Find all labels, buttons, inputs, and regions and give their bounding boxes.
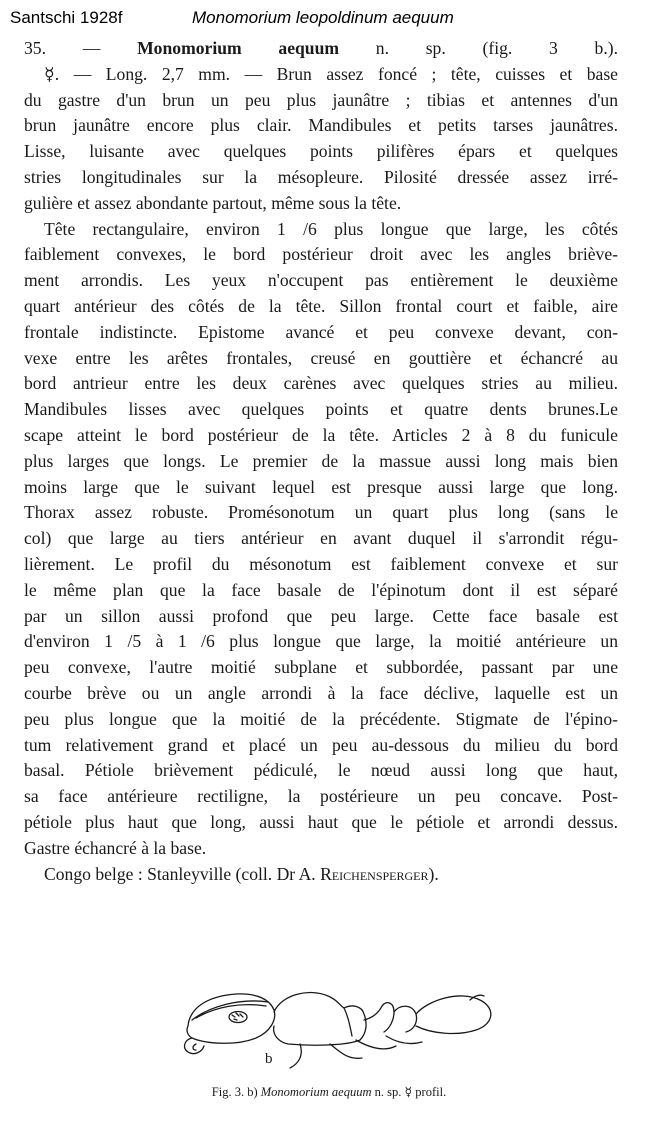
description-line: lièrement. Le profil du mésonotum est faiblement convexe et sur xyxy=(24,553,618,574)
header-taxon: Monomorium leopoldinum aequum xyxy=(192,8,454,27)
description-line: ☿. — Long. 2,7 mm. — Brun assez foncé ; tête, cuisses et base xyxy=(44,63,618,84)
description-line: Mandibules lisses avec quelques points et quatre dents brunes.Le xyxy=(24,399,618,420)
description-line: Lisse, luisante avec quelques points pilifères épars et quelques xyxy=(24,141,618,162)
caption-species: Monomorium aequum xyxy=(260,1085,372,1099)
description-line: peu convexe, l'autre moitié subplane et subbordée, passant par une xyxy=(24,657,618,678)
document-body xyxy=(24,36,618,887)
article-species-name: Monomorium aequum xyxy=(137,38,340,58)
locality-end: ). xyxy=(428,863,439,884)
description-line: pétiole plus haut que long, aussi haut que le pétiole et arrondi dessus. xyxy=(24,811,618,832)
page-header xyxy=(10,8,648,30)
description-line: du gastre d'un brun un peu plus jaunâtre ; tibias et antennes d'un xyxy=(24,89,618,110)
figure-caption xyxy=(0,1084,658,1100)
ant-thorax-outline xyxy=(274,993,366,1046)
description-line: Tête rectangulaire, environ 1 /6 plus longue que large, les côtés xyxy=(44,218,618,239)
description-line: bord antrieur entre les deux carènes avec quelques stries au milieu. xyxy=(24,373,618,394)
header-author: Santschi 1928f xyxy=(10,8,123,27)
description-line: Gastre échancré à la base. xyxy=(24,837,207,858)
figure-letter: b xyxy=(265,1051,273,1067)
ant-gaster-outline xyxy=(416,996,491,1034)
ant-eye xyxy=(229,1012,247,1023)
description-line: ment arrondis. Les yeux n'occupent pas entièrement le deuxième xyxy=(24,270,618,291)
description-line: gulière et assez abondante partout, même sous la tête. xyxy=(24,192,402,213)
article-suffix: n. sp. (fig. 3 b.). xyxy=(375,38,619,58)
description-line: Thorax assez robuste. Promésonotum un quart plus long (sans le xyxy=(24,502,618,523)
ant-antenna-scape xyxy=(192,1001,268,1020)
description-line: peu plus longue que la moitié de la précédente. Stigmate de l'épino- xyxy=(24,708,618,729)
description-line: d'environ 1 /5 à 1 /6 plus longue que large, la moitié antérieure un xyxy=(24,631,618,652)
ant-petiole xyxy=(364,1003,394,1032)
ant-profile-figure xyxy=(170,960,500,1070)
description-line: par un sillon aussi profond que peu large. Cette face basale est xyxy=(24,605,618,626)
description-line: le même plan que la face basale de l'épinotum dont il est séparé xyxy=(24,579,618,600)
description-line: courbe brève ou un angle arrondi à la face déclive, laquelle est un xyxy=(24,682,618,703)
description-line: frontale indistincte. Epistome avancé et peu convexe devant, con- xyxy=(24,321,618,342)
description-line: basal. Pétiole brièvement pédiculé, le nœud aussi long que haut, xyxy=(24,760,618,781)
description-line: col) que large au tiers antérieur en avant duquel il s'arrondit régu- xyxy=(24,528,618,549)
description-line: stries longitudinales sur la mésopleure. Pilosité dressée assez irré- xyxy=(24,166,618,187)
description-line: moins large que le suivant lequel est presque aussi large que long. xyxy=(24,476,618,497)
description-line: quart antérieur des côtés de la tête. Sillon frontal court et faible, aire xyxy=(24,295,618,316)
description-line: plus larges que longs. Le premier de la massue aussi long mais bien xyxy=(24,450,618,471)
description-line: tum relativement grand et placé un peu au-dessous du milieu du bord xyxy=(24,734,618,755)
description-line: scape atteint le bord postérieur de la tête. Articles 2 à 8 du funicule xyxy=(24,424,618,445)
ant-postpetiole xyxy=(394,1006,417,1032)
description-line: faiblement convexes, le bord postérieur droit avec les angles briève- xyxy=(24,244,618,265)
locality-line xyxy=(24,862,618,888)
description-line: vexe entre les arêtes frontales, creusé en gouttière et échancré au xyxy=(24,347,618,368)
collector-name: Reichensperger xyxy=(320,863,429,884)
caption-prefix: Fig. 3. b) xyxy=(211,1085,258,1099)
caption-suffix: n. sp. ☿ profil. xyxy=(374,1085,447,1099)
article-number: 35. — xyxy=(24,38,101,58)
description-line: sa face antérieure rectiligne, la postérieure un peu concave. Post- xyxy=(24,786,618,807)
description-line: brun jaunâtre encore plus clair. Mandibules et petits tarses jaunâtres. xyxy=(24,115,618,136)
article-heading xyxy=(24,36,618,62)
locality-text: Congo belge : Stanleyville (coll. Dr A. xyxy=(44,863,321,884)
